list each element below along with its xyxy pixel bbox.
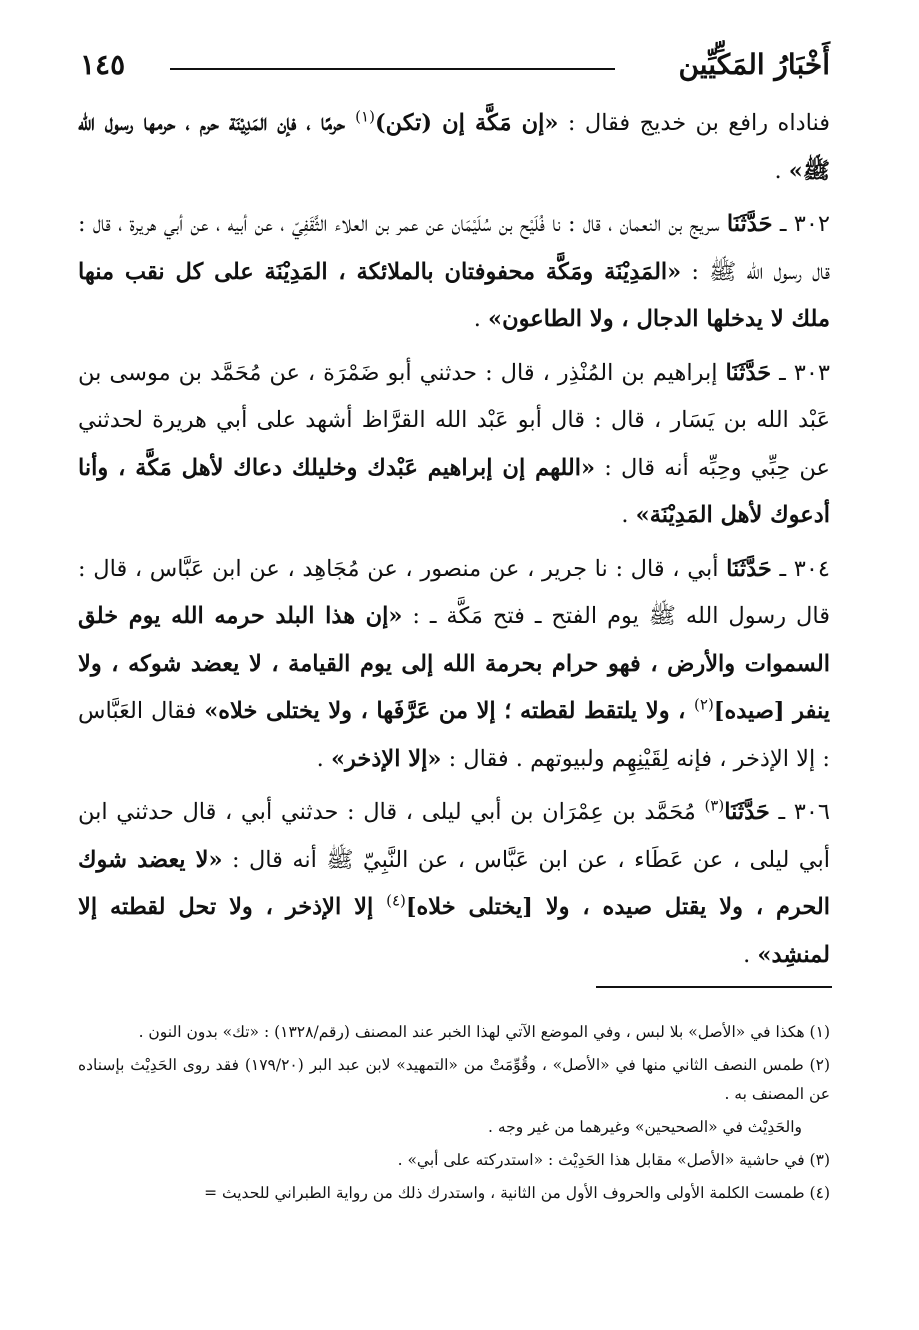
text-run: مُحَمَّد بن عِمْرَان بن أبي ليلى ، قال : حدثني أبي ، قال حدثني ابن أبي ليلى ، عن عَطَاء ، عن ابن عَبَّاس ، عن النَّبِيّ ﷺ أنه قال : [78,799,830,873]
footnote-continuation: والحَدِيْث في «الصحيحين» وغيرهما من غير وجه . [487,1118,802,1136]
text-run: . [743,941,758,968]
bold-text: «إن مَكَّة إن (تكن) [374,110,559,136]
text-run: فناداه رافع بن خديج فقال : [558,110,830,136]
bold-text: إلا الإذخر ، ولا تحل لقطته إلا لمنشِد» [78,894,830,968]
header-rule [170,68,615,70]
text-run: إبراهيم بن المُنْذِر ، قال : حدثني أبو ضَمْرَة ، عن مُحَمَّد بن موسى بن عَبْد الله بن يَسَار ، قال : قال أبو عَبْد الله القرَّاظ أشهد على أبي هريرة لحدثني عن حِبِّي وحِبِّه أنه قال : [78,359,830,481]
bold-text: حَدَّثَنَا [726,555,772,582]
footnote-marker: (٢) [694,695,714,714]
text-run: فقال العَبَّاس : إلا الإذخر ، فإنه لِقَيْنِهِم ولبيوتهم . فقال : [78,698,830,772]
bold-text: «لا يعضد شوك الحرم ، ولا يقتل صيده ، ولا [يختلى خلاه] [78,846,830,920]
text-run: ٣٠٢ ـ [772,211,830,237]
text-run: . [774,157,789,184]
text-run: . [473,306,488,332]
text-run: . [621,502,636,528]
footnote-marker: (١) [355,107,375,126]
footnote: (٤) طمست الكلمة الأولى والحروف الأول من الثانية ، واستدرك ذلك من رواية الطبراني للحديث = [204,1184,830,1202]
paragraph [78,100,830,195]
footnote: (٣) في حاشية «الأصل» مقابل هذا الحَدِيْث : «استدركته على أبي» . [397,1151,830,1169]
text-run: ٣٠٦ ـ [769,799,830,825]
text-run: أبي ، قال : نا جرير ، عن منصور ، عن مُجَاهِد ، عن ابن عَبَّاس ، قال : قال رسول الله ﷺ يوم الفتح ـ فتح مَكَّة ـ : [78,555,830,629]
bold-text: حَدَّثَنَا [726,211,773,237]
text-run: ٣٠٤ ـ [771,555,830,582]
footnote: (٢) طمس النصف الثاني منها في «الأصل» ، وقُوِّمَتْ من «التمهيد» لابن عبد البر (١٧٩/٢٠) فقد روى الحَدِيْث بإسناده عن المصنف به . [78,1056,830,1103]
page-number: ١٤٥ [80,48,126,81]
bold-text: «اللهم إن إبراهيم عَبْدك وخليلك دعاك لأهل مَكَّة ، وأنا أدعوك لأهل المَدِيْنَة» [78,454,830,528]
running-title: أَخْبَارُ المَكِّيِّين [678,48,830,81]
footnote-separator [596,986,832,988]
hadith-303 [78,350,830,540]
footnotes [78,1018,830,1212]
bold-text: «إن هذا البلد حرمه الله يوم خلق السموات والأرض ، فهو حرام بحرمة الله إلى يوم القيامة ، لا يعضد شوكه ، ولا ينفر [صيده] [78,603,831,724]
hadith-306 [78,789,830,979]
hadith-304 [78,546,830,784]
text-run: . [316,745,331,772]
bold-text: حرمًا ، فإن المَدِيْنَة حرم ، حرمها رسول الله ﷺ» [78,110,830,184]
page-header [80,48,830,88]
main-text [78,100,830,985]
bold-text: «إلا الإذخر» [330,745,442,772]
footnote: (١) هكذا في «الأصل» بلا لبس ، وفي الموضع الآتي لهذا الخبر عند المصنف (رقم/١٣٢٨) : «تك» بدون النون . [138,1023,830,1041]
bold-text: حَدَّثَنَا [725,359,772,386]
text-run: سريج بن النعمان ، قال : نا فُلَيْح بن سُلَيْمَان عن عمر بن العلاء الثَّقَفِيّ ، عن أبيه ، عن أبي هريرة ، قال : قال رسول الله ﷺ : [78,211,831,285]
footnote-marker: (٣) [704,796,725,815]
footnote-marker: (٤) [386,891,406,910]
hadith-302 [78,201,830,344]
text-run: ٣٠٣ ـ [771,359,830,386]
bold-text: حَدَّثَنَا [724,799,770,825]
bold-text: «المَدِيْنَة ومَكَّة محفوفتان بالملائكة ، المَدِيْنَة على كل نقب منها ملك لا يدخلها الدجال ، ولا الطاعون» [78,258,830,332]
bold-text: ، ولا يلتقط لقطته ؛ إلا من عَرَّفَها ، ولا يختلى خلاه» [204,698,695,724]
